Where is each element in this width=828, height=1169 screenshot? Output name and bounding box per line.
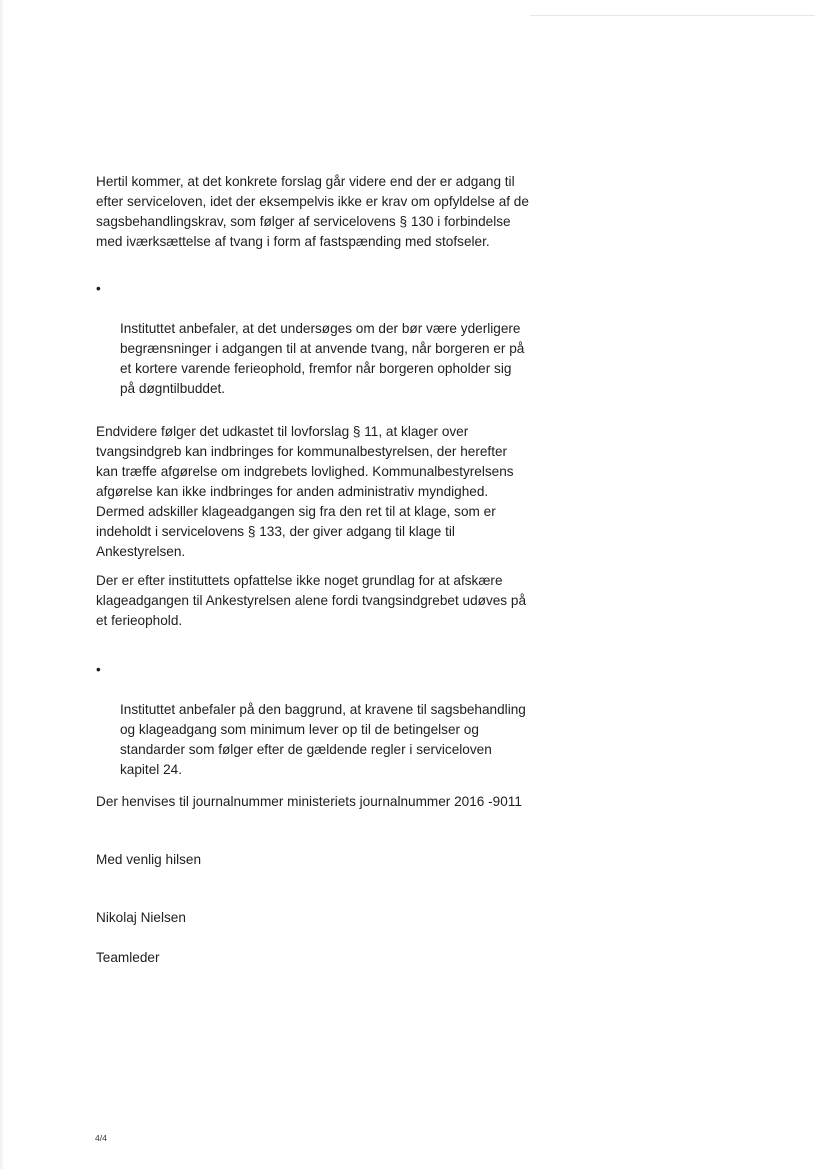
bullet-item-2 [96,660,576,780]
bullet-text-2: Instituttet anbefaler på den baggrund, at kravene til sagsbehandling og klageadgang som minimum lever op til de betingelser og standarder som følger efter de gældende regler i serviceloven kapitel 24. [120,702,526,777]
signature-block [96,888,576,988]
scan-artifact-line [530,15,815,16]
bullet-item-1 [96,279,576,399]
signature-name: Nikolaj Nielsen [96,910,186,925]
paragraph-1: Hertil kommer, at det konkrete forslag går videre end der er adgang til efter serviceloven, idet der eksempelvis ikke er krav om opfyldelse af de sagsbehandlingskrav, som følger af servicelovens § 130 i forbindelse med iværksættelse af tvang i form af fastspænding med stofseler. [96,174,529,249]
bullet-dot-icon: • [96,281,101,296]
bullet-text-1: Instituttet anbefaler, at det undersøges om der bør være yderligere begrænsninger i adgangen til at anvende tvang, når borgeren er på et kortere varende ferieophold, fremfor når borgeren opholder sig på døgntilbuddet. [120,321,525,396]
page-number: 4/4 [95,1133,107,1143]
letter-body [96,172,576,988]
bullet-dot-icon: • [96,662,101,677]
closing-salutation: Med venlig hilsen [96,852,202,867]
paragraph-2: Endvidere følger det udkastet til lovforslag § 11, at klager over tvangsindgreb kan indbringes for kommunalbestyrelsen, der herefter kan træffe afgørelse om indgrebets lovlighed. Kommunalbestyrelsens afgørelse kan ikke indbringes for anden administrativ myndighed. Dermed adskiller klageadgangen sig fra den ret til at klage, som er indeholdt i servicelovens § 133, der giver adgang til klage til Ankestyrelsen. [96,424,514,559]
paragraph-3: Der er efter instituttets opfattelse ikke noget grundlag for at afskære klageadgangen til Ankestyrelsen alene fordi tvangsindgrebet udøves på et ferieophold. [96,573,527,628]
reference-paragraph: Der henvises til journalnummer ministeriets journalnummer 2016 -9011 [96,794,522,809]
scan-edge [0,0,4,1169]
signature-title: Teamleder [96,950,160,965]
